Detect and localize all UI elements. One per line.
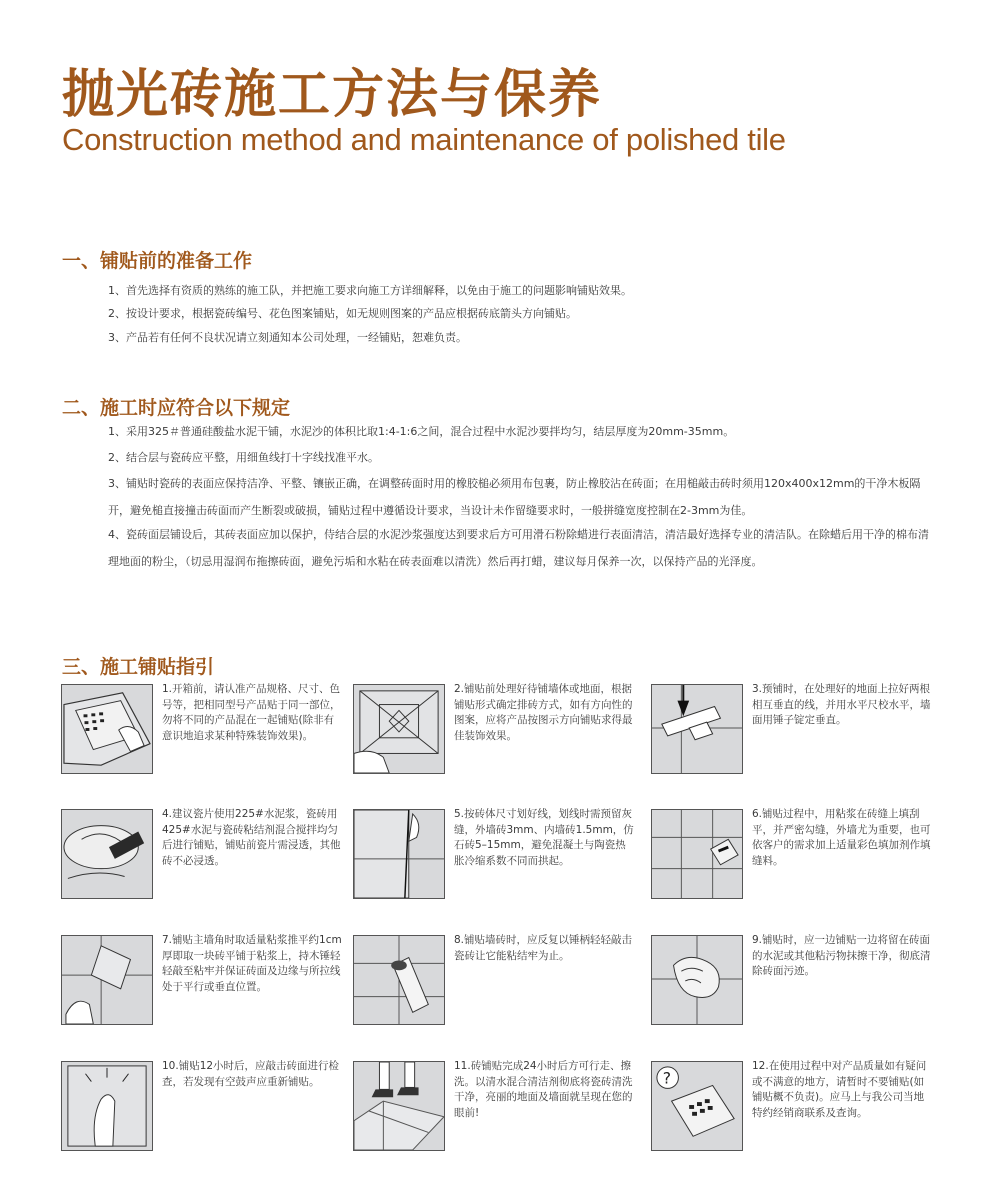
prep-item-2: 2、按设计要求，根据瓷砖编号、花色图案铺贴，如无规则图案的产品应根据砖底箭头方向铺贴。 — [108, 307, 577, 320]
guide-step-9 — [651, 935, 943, 1025]
svg-text:?: ? — [662, 1068, 672, 1088]
tile-box-icon — [61, 684, 153, 774]
guide-text-2: 2.铺贴前处理好待铺墙体或地面，根据铺贴形式确定排砖方式，如有方向性的图案，应将产品按图示方向铺贴求得最佳装饰效果。 — [454, 683, 633, 742]
rule-item-2: 2、结合层与瓷砖应平整，用细鱼线打十字线找准平水。 — [108, 451, 379, 464]
guide-text-9: 9.铺贴时，应一边铺贴一边将留在砖面的水泥或其他粘污物抹擦干净，彻底清除砖面污迹。 — [752, 934, 931, 977]
guide-step-11 — [353, 1061, 645, 1151]
guide-step-4 — [61, 809, 353, 899]
phone-question-icon — [651, 1061, 743, 1151]
corner-tile-icon — [61, 935, 153, 1025]
prep-item-1: 1、首先选择有资质的熟练的施工队，并把施工要求向施工方详细解释，以免由于施工的问题影响铺贴效果。 — [108, 284, 632, 297]
guide-text-1: 1.开箱前，请认准产品规格、尺寸、色号等，把相同型号产品贴于同一部位，勿将不同的产品混在一起铺贴(除非有意识地追求某种特殊装饰效果)。 — [162, 683, 341, 742]
tile-pattern-icon — [353, 684, 445, 774]
page-title-en: Construction method and maintenance of polished tile — [62, 122, 786, 157]
guide-step-1 — [61, 684, 353, 774]
section-heading-preparation: 一、铺贴前的准备工作 — [62, 250, 253, 272]
cut-tile-icon — [353, 809, 445, 899]
guide-step-7 — [61, 935, 353, 1025]
grout-icon — [651, 809, 743, 899]
guide-text-7: 7.铺贴主墙角时取适量粘浆推平约1cm厚即取一块砖平铺于粘浆上，持木锤轻轻敲至粘牢并保证砖面及边缘与所拉线处于平行或垂直位置。 — [162, 934, 342, 993]
section-heading-guide: 三、施工铺贴指引 — [62, 656, 215, 678]
guide-text-8: 8.铺贴墙砖时，应反复以锤柄轻轻敲击瓷砖让它能粘结牢为止。 — [454, 934, 633, 962]
guide-text-11: 11.砖铺贴完成24小时后方可行走、擦洗。以清水混合清洁剂彻底将瓷砖清洗干净，亮丽的地面及墙面就呈现在您的眼前! — [454, 1060, 633, 1119]
guide-text-3: 3.预铺时，在处理好的地面上拉好两根相互垂直的线，并用水平尺校水平，墙面用锤子锭定垂直。 — [752, 683, 931, 726]
prep-item-3: 3、产品若有任何不良状况请立刻通知本公司处理，一经铺贴，恕难负责。 — [108, 331, 467, 344]
guide-text-10: 10.铺贴12小时后，应敲击砖面进行检查，若发现有空鼓声应重新铺贴。 — [162, 1060, 340, 1088]
knock-check-icon — [61, 1061, 153, 1151]
guide-text-5: 5.按砖体尺寸划好线，划线时需预留灰缝，外墙砖3mm、内墙砖1.5mm，仿石砖5–15mm，避免混凝土与陶瓷热胀冷缩系数不同而拱起。 — [454, 808, 634, 867]
guide-step-5 — [353, 809, 645, 899]
guide-text-6: 6.铺贴过程中，用粘浆在砖缝上填刮平，并严密勾缝，外墙尤为重要，也可依客户的需求加上适量彩色填加剂作填缝料。 — [752, 808, 931, 867]
section-heading-rules: 二、施工时应符合以下规定 — [62, 397, 291, 419]
page-title-cn: 抛光砖施工方法与保养 — [62, 65, 603, 125]
rule-item-4: 4、瓷砖面层铺设后，其砖表面应加以保护，侍结合层的水泥沙浆强度达到要求后方可用滑石粉除蜡进行表面清洁，清洁最好选择专业的清洁队。在除蜡后用干净的棉布清理地面的粉尘，（切忌用湿润布拖擦砖面，避免污垢和水粘在砖表面难以清洗）然后再打蜡，建议每月保养一次，以保持产品的光泽度。 — [108, 528, 929, 568]
walk-floor-icon — [353, 1061, 445, 1151]
rule-item-1: 1、采用325＃普通硅酸盐水泥干铺，水泥沙的体积比取1:4-1:6之间，混合过程中水泥沙要拌均匀，结层厚度为20mm-35mm。 — [108, 425, 735, 438]
level-ruler-icon — [651, 684, 743, 774]
guide-step-8 — [353, 935, 645, 1025]
guide-step-12 — [651, 1061, 943, 1151]
guide-text-12: 12.在使用过程中对产品质量如有疑问或不满意的地方，请暂时不要铺贴(如铺贴概不负责)。应马上与我公司当地特约经销商联系及查询。 — [752, 1060, 927, 1119]
guide-text-4: 4.建议瓷片使用225#水泥浆，瓷砖用425#水泥与瓷砖粘结剂混合搅拌均匀后进行铺贴，铺贴前瓷片需浸透，其他砖不必浸透。 — [162, 808, 341, 867]
mallet-icon — [353, 935, 445, 1025]
rule-item-3: 3、铺贴时瓷砖的表面应保持洁净、平整、镶嵌正确，在调整砖面时用的橡胶槌必须用布包裹，防止橡胶沾在砖面；在用槌敲击砖时须用120x400x12mm的干净木板隔开，避免槌直接撞击砖面而产生断裂或破损，铺贴过程中遵循设计要求，当设计未作留缝要求时，一般拼缝宽度控制在2-3mm为佳。 — [108, 477, 921, 517]
guide-step-6 — [651, 809, 943, 899]
cloth-wipe-icon — [651, 935, 743, 1025]
guide-step-10 — [61, 1061, 353, 1151]
soak-tile-icon — [61, 809, 153, 899]
guide-step-2 — [353, 684, 645, 774]
guide-step-3 — [651, 684, 943, 774]
